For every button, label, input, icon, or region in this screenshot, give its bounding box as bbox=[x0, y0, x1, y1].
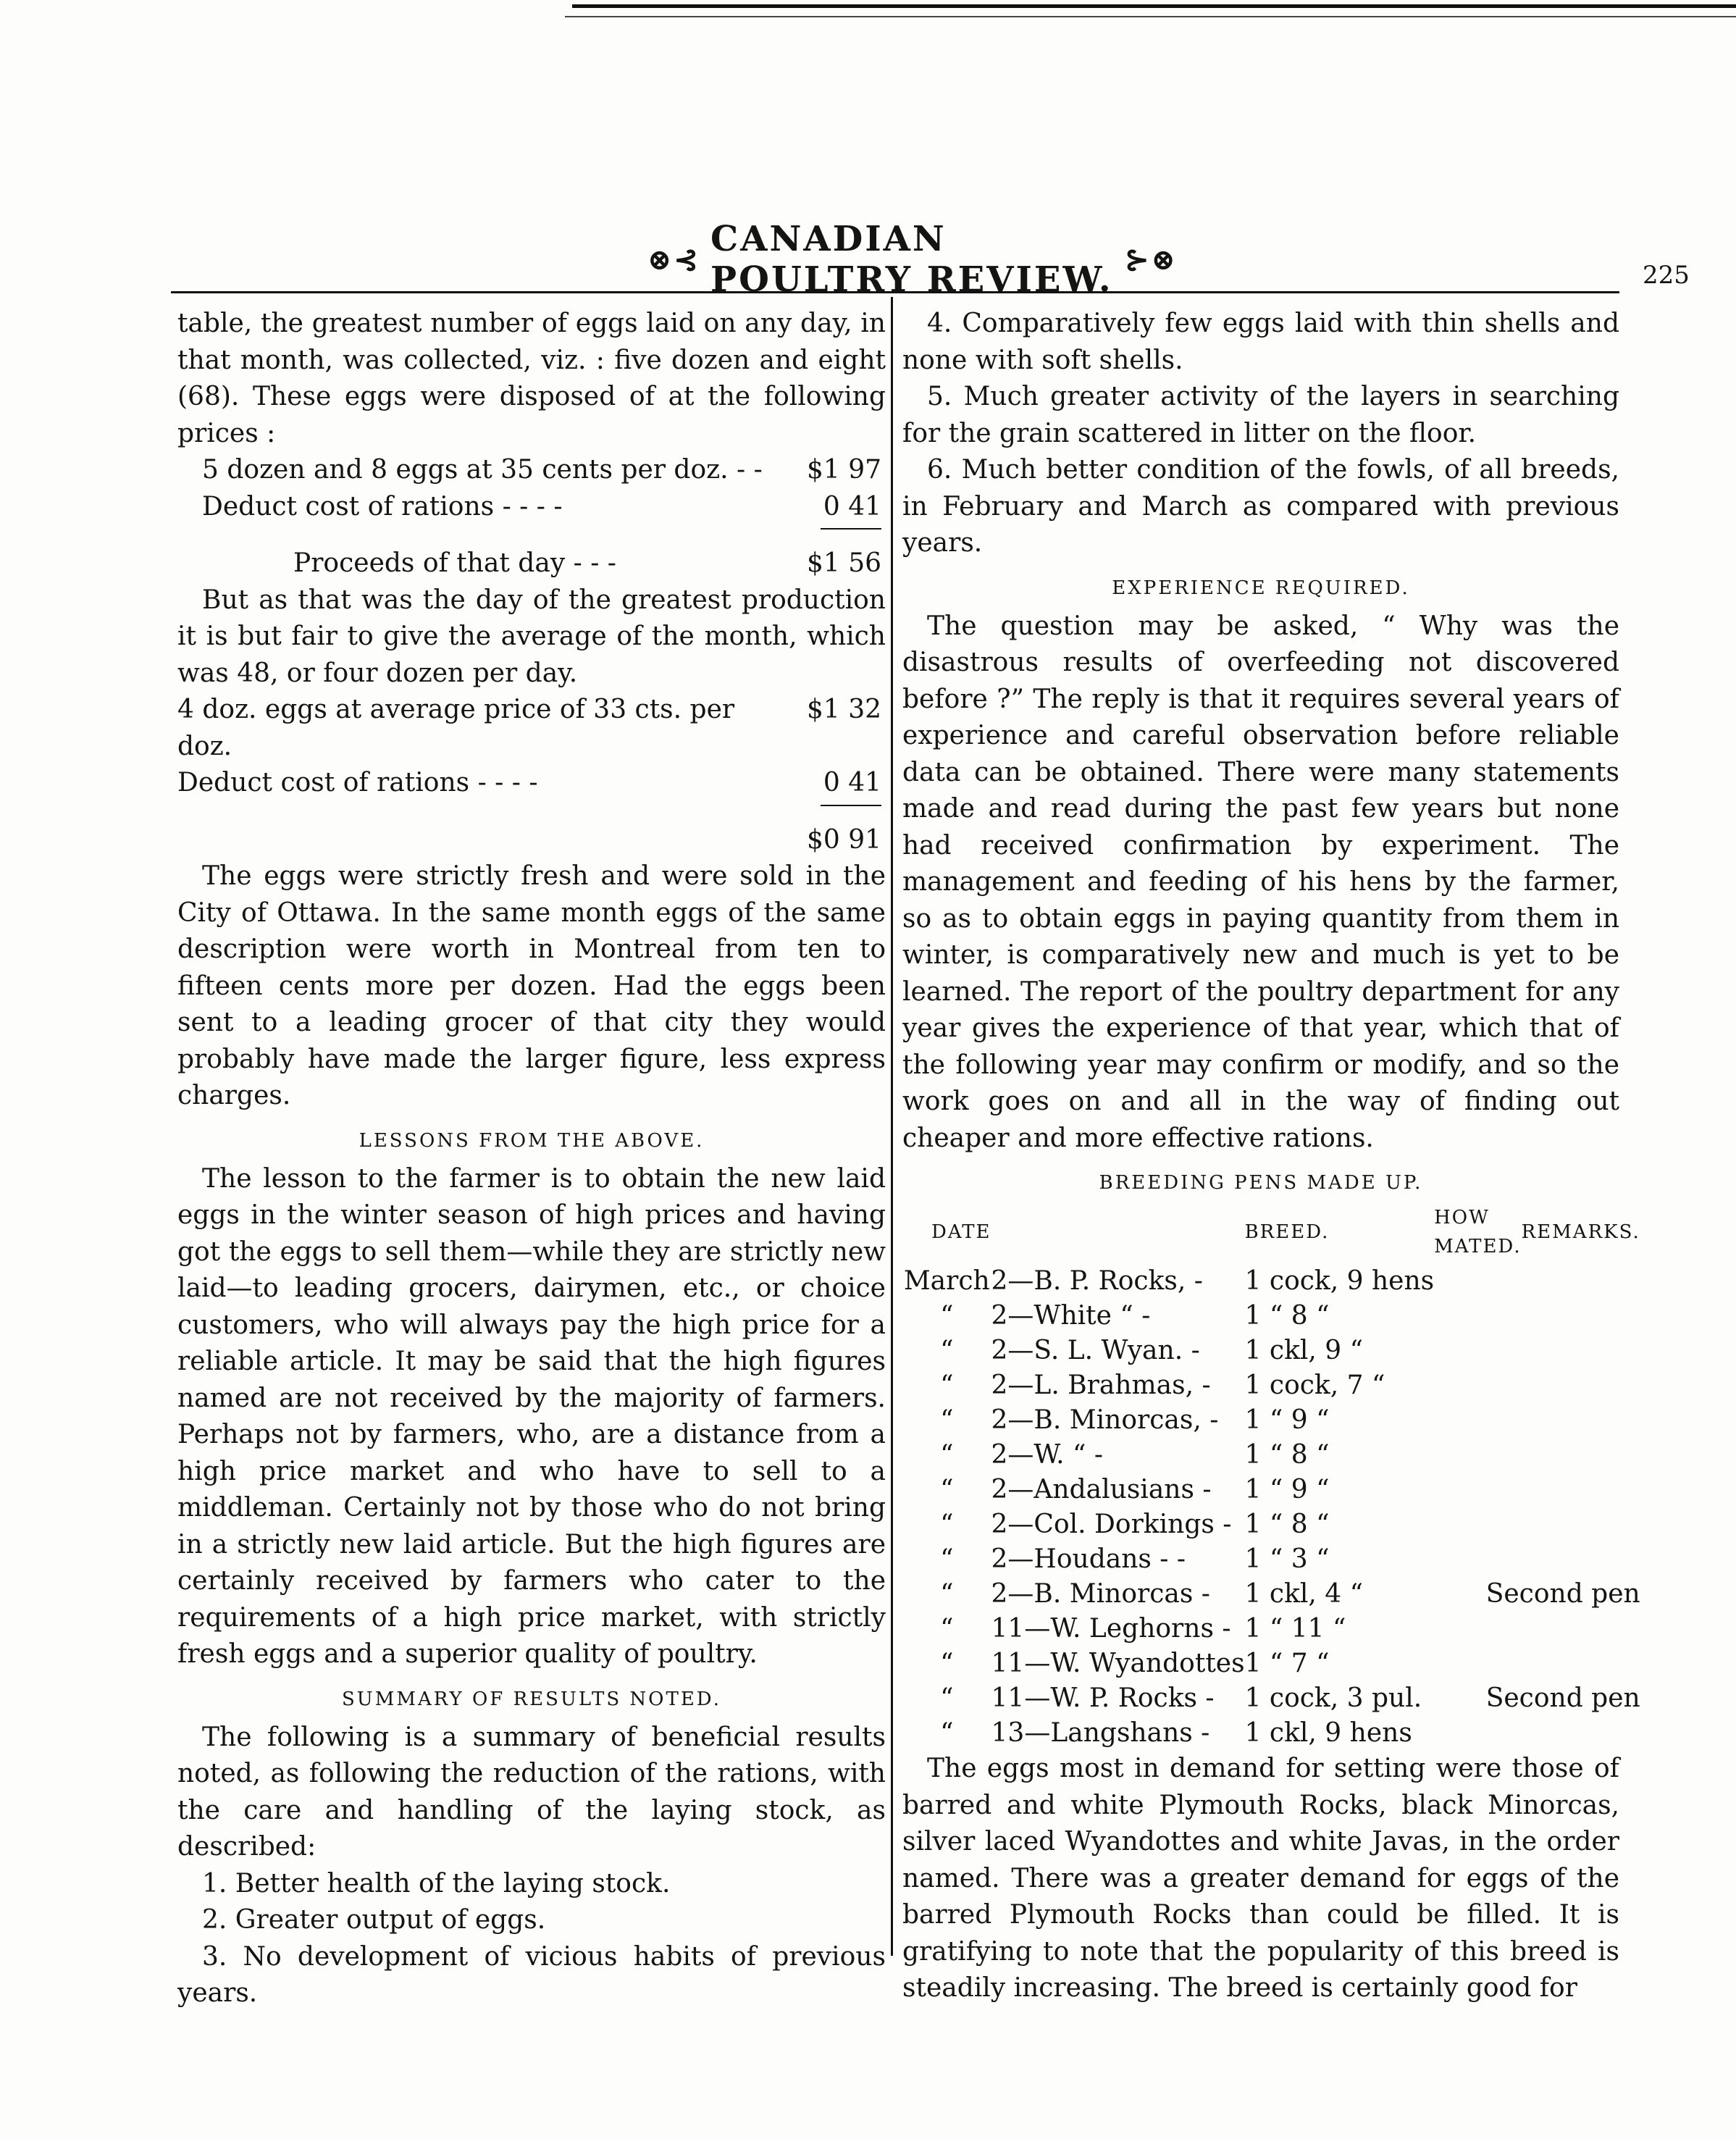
pen-remarks bbox=[1434, 1716, 1640, 1751]
right-paragraph-2: The eggs most in demand for setting were those of barred and white Plymouth Rocks, black Minorcas, silver laced Wyandottes and white Javas, in the order named. There was a greater demand for eggs of the barred Plymouth Rocks than could be filled. It is gratifying to note that the popularity of this breed is steadily increasing. The breed is certainly good for bbox=[902, 1754, 1619, 2003]
pen-mated: 1 “ 8 “ bbox=[1244, 1301, 1330, 1331]
list-item: 4. Comparatively few eggs laid with thin shells and none with soft shells. bbox=[902, 309, 1619, 375]
table-row bbox=[902, 1438, 1640, 1473]
pen-mated: 1 ckl, 9 “ bbox=[1244, 1336, 1364, 1365]
table-row bbox=[902, 1473, 1640, 1507]
pen-month: “ bbox=[940, 1683, 954, 1713]
pen-remarks: Second pen bbox=[1485, 1579, 1640, 1609]
pen-mated: 1 “ 3 “ bbox=[1244, 1544, 1330, 1574]
pen-remarks bbox=[1434, 1542, 1640, 1577]
masthead bbox=[637, 219, 1188, 300]
pen-month: “ bbox=[940, 1718, 954, 1748]
pen-mated: 1 cock, 7 “ bbox=[1244, 1370, 1385, 1400]
masthead-title: CANADIAN POULTRY REVIEW. bbox=[710, 219, 1113, 300]
pen-breed: 2—S. L. Wyan. - bbox=[991, 1336, 1200, 1365]
ledger-desc: Deduct cost of rations - - - - bbox=[202, 491, 563, 522]
pen-breed: 11—W. Wyandottes bbox=[991, 1649, 1245, 1678]
pen-breed: 11—W. P. Rocks - bbox=[991, 1683, 1215, 1713]
pen-remarks bbox=[1434, 1403, 1640, 1438]
ledger-desc: 5 dozen and 8 eggs at 35 cents per doz. - - bbox=[202, 455, 763, 485]
pen-remarks bbox=[1434, 1334, 1640, 1368]
pen-mated: 1 “ 9 “ bbox=[1244, 1405, 1330, 1435]
list-item: 5. Much greater activity of the layers in searching for the grain scattered in litter on the floor. bbox=[902, 382, 1619, 448]
pen-remarks bbox=[1434, 1646, 1640, 1681]
left-paragraph-4: The lesson to the farmer is to obtain the new laid eggs in the winter season of high prices and having got the eggs to sell them—while they are strictly new laid—to leading grocers, dairymen, etc., or choice customers, who will always pay the high price for a reliable article. It may be said that the high figures named are not received by the majority of farmers. Perhaps not by farmers, who, are a distance from a high price market and who have to sell to a middleman. Certainly not by those who do not bring in a strictly new laid article. But the high figures are certainly received by farmers who cater to the requirements of a high price market, with strictly fresh eggs and a superior quality of poultry. bbox=[177, 1163, 886, 1669]
top-border-rule-thin bbox=[565, 16, 1736, 17]
pen-breed: 2—Col. Dorkings - bbox=[991, 1510, 1232, 1539]
list-item: 6. Much better condition of the fowls, of all breeds, in February and March as compared with previous years. bbox=[902, 455, 1619, 558]
pen-month: “ bbox=[940, 1510, 954, 1539]
pen-remarks bbox=[1434, 1264, 1640, 1299]
ledger-amount: 0 41 bbox=[823, 491, 881, 522]
pen-mated: 1 “ 9 “ bbox=[1244, 1475, 1330, 1504]
pen-breed: 2—White “ - bbox=[991, 1301, 1151, 1331]
ledger-amount: $1 97 bbox=[806, 455, 881, 485]
table-row bbox=[902, 1334, 1640, 1368]
top-border-rule bbox=[572, 4, 1736, 8]
column-divider bbox=[891, 297, 893, 1956]
page-number: 225 bbox=[1643, 261, 1690, 290]
list-item: 3. No development of vicious habits of previous years. bbox=[177, 1941, 886, 2008]
pen-mated: 1 “ 8 “ bbox=[1244, 1440, 1330, 1470]
pen-mated: 1 ckl, 4 “ bbox=[1244, 1579, 1364, 1609]
ledger-amount: $1 32 bbox=[806, 695, 881, 724]
pen-month: “ bbox=[940, 1614, 954, 1644]
ledger-row bbox=[177, 692, 886, 765]
pen-mated: 1 cock, 9 hens bbox=[1244, 1266, 1435, 1296]
header-mated: HOW MATED. bbox=[1434, 1207, 1522, 1257]
table-row bbox=[902, 1368, 1640, 1403]
ledger-row bbox=[177, 452, 886, 489]
ledger-row bbox=[177, 489, 886, 526]
pen-mated: 1 “ 11 “ bbox=[1244, 1614, 1346, 1644]
pen-month: March bbox=[903, 1266, 990, 1296]
pen-breed: 2—Houdans - - bbox=[991, 1544, 1186, 1574]
sum-rule bbox=[821, 528, 881, 543]
pen-month: “ bbox=[940, 1475, 954, 1504]
ledger-amount: $1 56 bbox=[806, 548, 881, 578]
section-heading: LESSONS FROM THE ABOVE. bbox=[358, 1129, 705, 1152]
section-heading: EXPERIENCE REQUIRED. bbox=[1112, 577, 1410, 599]
pen-month: “ bbox=[940, 1579, 954, 1609]
right-column bbox=[902, 306, 1640, 2007]
header-breed: BREED. bbox=[1244, 1221, 1330, 1243]
pen-breed: 2—B. P. Rocks, - bbox=[991, 1266, 1203, 1296]
right-paragraph-1: The question may be asked, “ Why was the disastrous results of overfeeding not discovered before ?” The reply is that it requires several years of experience and careful observation before reliable data can be obtained. There were many statements made and read during the past few years but none had received confirmation by experiment. The management and feeding of his hens by the farmer, so as to obtain eggs in paying quantity from them in winter, is comparatively new and much is yet to be learned. The report of the poultry department for any year gives the experience of that year, which that of the following year may confirm or modify, and so the work goes on and all in the way of finding out cheaper and more effective rations. bbox=[902, 611, 1619, 1153]
pen-month: “ bbox=[940, 1336, 954, 1365]
pen-month: “ bbox=[940, 1649, 954, 1678]
table-row bbox=[902, 1681, 1640, 1716]
pen-month: “ bbox=[940, 1544, 954, 1574]
header-remarks: REMARKS. bbox=[1521, 1221, 1640, 1243]
breeding-pens-table bbox=[902, 1203, 1640, 1751]
pen-mated: 1 “ 7 “ bbox=[1244, 1649, 1330, 1678]
ledger-desc: 4 doz. eggs at average price of 33 cts. per doz. bbox=[177, 695, 735, 761]
ledger-row bbox=[177, 765, 886, 802]
pen-remarks bbox=[1434, 1438, 1640, 1473]
pen-breed: 2—B. Minorcas - bbox=[991, 1579, 1210, 1609]
left-paragraph-2: But as that was the day of the greatest production it is but fair to give the average of the month, which was 48, or four dozen per day. bbox=[177, 585, 886, 688]
masthead-ornament-left: ⊗⊰ bbox=[647, 242, 701, 277]
pen-breed: 13—Langshans - bbox=[991, 1718, 1210, 1748]
table-row bbox=[902, 1264, 1640, 1299]
section-heading: SUMMARY OF RESULTS NOTED. bbox=[342, 1688, 721, 1710]
header-date: DATE bbox=[931, 1221, 991, 1243]
left-paragraph-1: table, the greatest number of eggs laid on any day, in that month, was collected, viz. : five dozen and eight (68). These eggs were disposed of at the following prices : bbox=[177, 309, 886, 448]
sum-rule bbox=[821, 805, 881, 819]
list-item: 1. Better health of the laying stock. bbox=[202, 1868, 671, 1899]
table-row bbox=[902, 1577, 1640, 1612]
table-row bbox=[902, 1716, 1640, 1751]
pen-month: “ bbox=[940, 1301, 954, 1331]
ledger-total-row bbox=[177, 545, 886, 582]
pen-remarks bbox=[1434, 1612, 1640, 1646]
pen-remarks bbox=[1434, 1299, 1640, 1334]
pen-breed: 2—B. Minorcas, - bbox=[991, 1405, 1219, 1435]
pen-remarks bbox=[1434, 1473, 1640, 1507]
table-row bbox=[902, 1507, 1640, 1542]
pen-remarks bbox=[1434, 1507, 1640, 1542]
ledger-amount: 0 41 bbox=[823, 768, 881, 798]
ledger-amount: $0 91 bbox=[806, 824, 881, 855]
masthead-ornament-right: ⊱⊗ bbox=[1124, 242, 1178, 277]
ledger-total-row bbox=[177, 822, 886, 859]
table-row bbox=[902, 1299, 1640, 1334]
table-row bbox=[902, 1646, 1640, 1681]
header-rule bbox=[171, 291, 1619, 293]
left-paragraph-5: The following is a summary of beneficial results noted, as following the reduction of the rations, with the care and handling of the laying stock, as described: bbox=[177, 1722, 886, 1862]
pen-breed: 2—L. Brahmas, - bbox=[991, 1370, 1211, 1400]
pen-breed: 2—W. “ - bbox=[991, 1440, 1104, 1470]
pen-mated: 1 “ 8 “ bbox=[1244, 1510, 1330, 1539]
left-column bbox=[177, 306, 886, 2012]
table-row bbox=[902, 1403, 1640, 1438]
pen-mated: 1 ckl, 9 hens bbox=[1244, 1718, 1412, 1748]
table-row bbox=[902, 1612, 1640, 1646]
table-row bbox=[902, 1542, 1640, 1577]
pen-month: “ bbox=[940, 1405, 954, 1435]
table-header-row bbox=[902, 1203, 1640, 1264]
pen-breed: 2—Andalusians - bbox=[991, 1475, 1212, 1504]
pen-month: “ bbox=[940, 1370, 954, 1400]
left-paragraph-3: The eggs were strictly fresh and were sold in the City of Ottawa. In the same month eggs of the same description were worth in Montreal from ten to fifteen cents more per dozen. Had the eggs been sent to a leading grocer of that city they would probably have made the larger figure, less express charges. bbox=[177, 861, 886, 1110]
pen-mated: 1 cock, 3 pul. bbox=[1244, 1683, 1422, 1713]
ledger-desc: Proceeds of that day - - - bbox=[293, 548, 616, 578]
list-item: 2. Greater output of eggs. bbox=[202, 1905, 546, 1935]
pen-month: “ bbox=[940, 1440, 954, 1470]
pen-remarks: Second pen bbox=[1485, 1683, 1640, 1713]
ledger-desc: Deduct cost of rations - - - - bbox=[177, 768, 538, 798]
pen-breed: 11—W. Leghorns - bbox=[991, 1614, 1231, 1644]
section-heading: BREEDING PENS MADE UP. bbox=[1099, 1172, 1423, 1194]
pen-remarks bbox=[1434, 1368, 1640, 1403]
